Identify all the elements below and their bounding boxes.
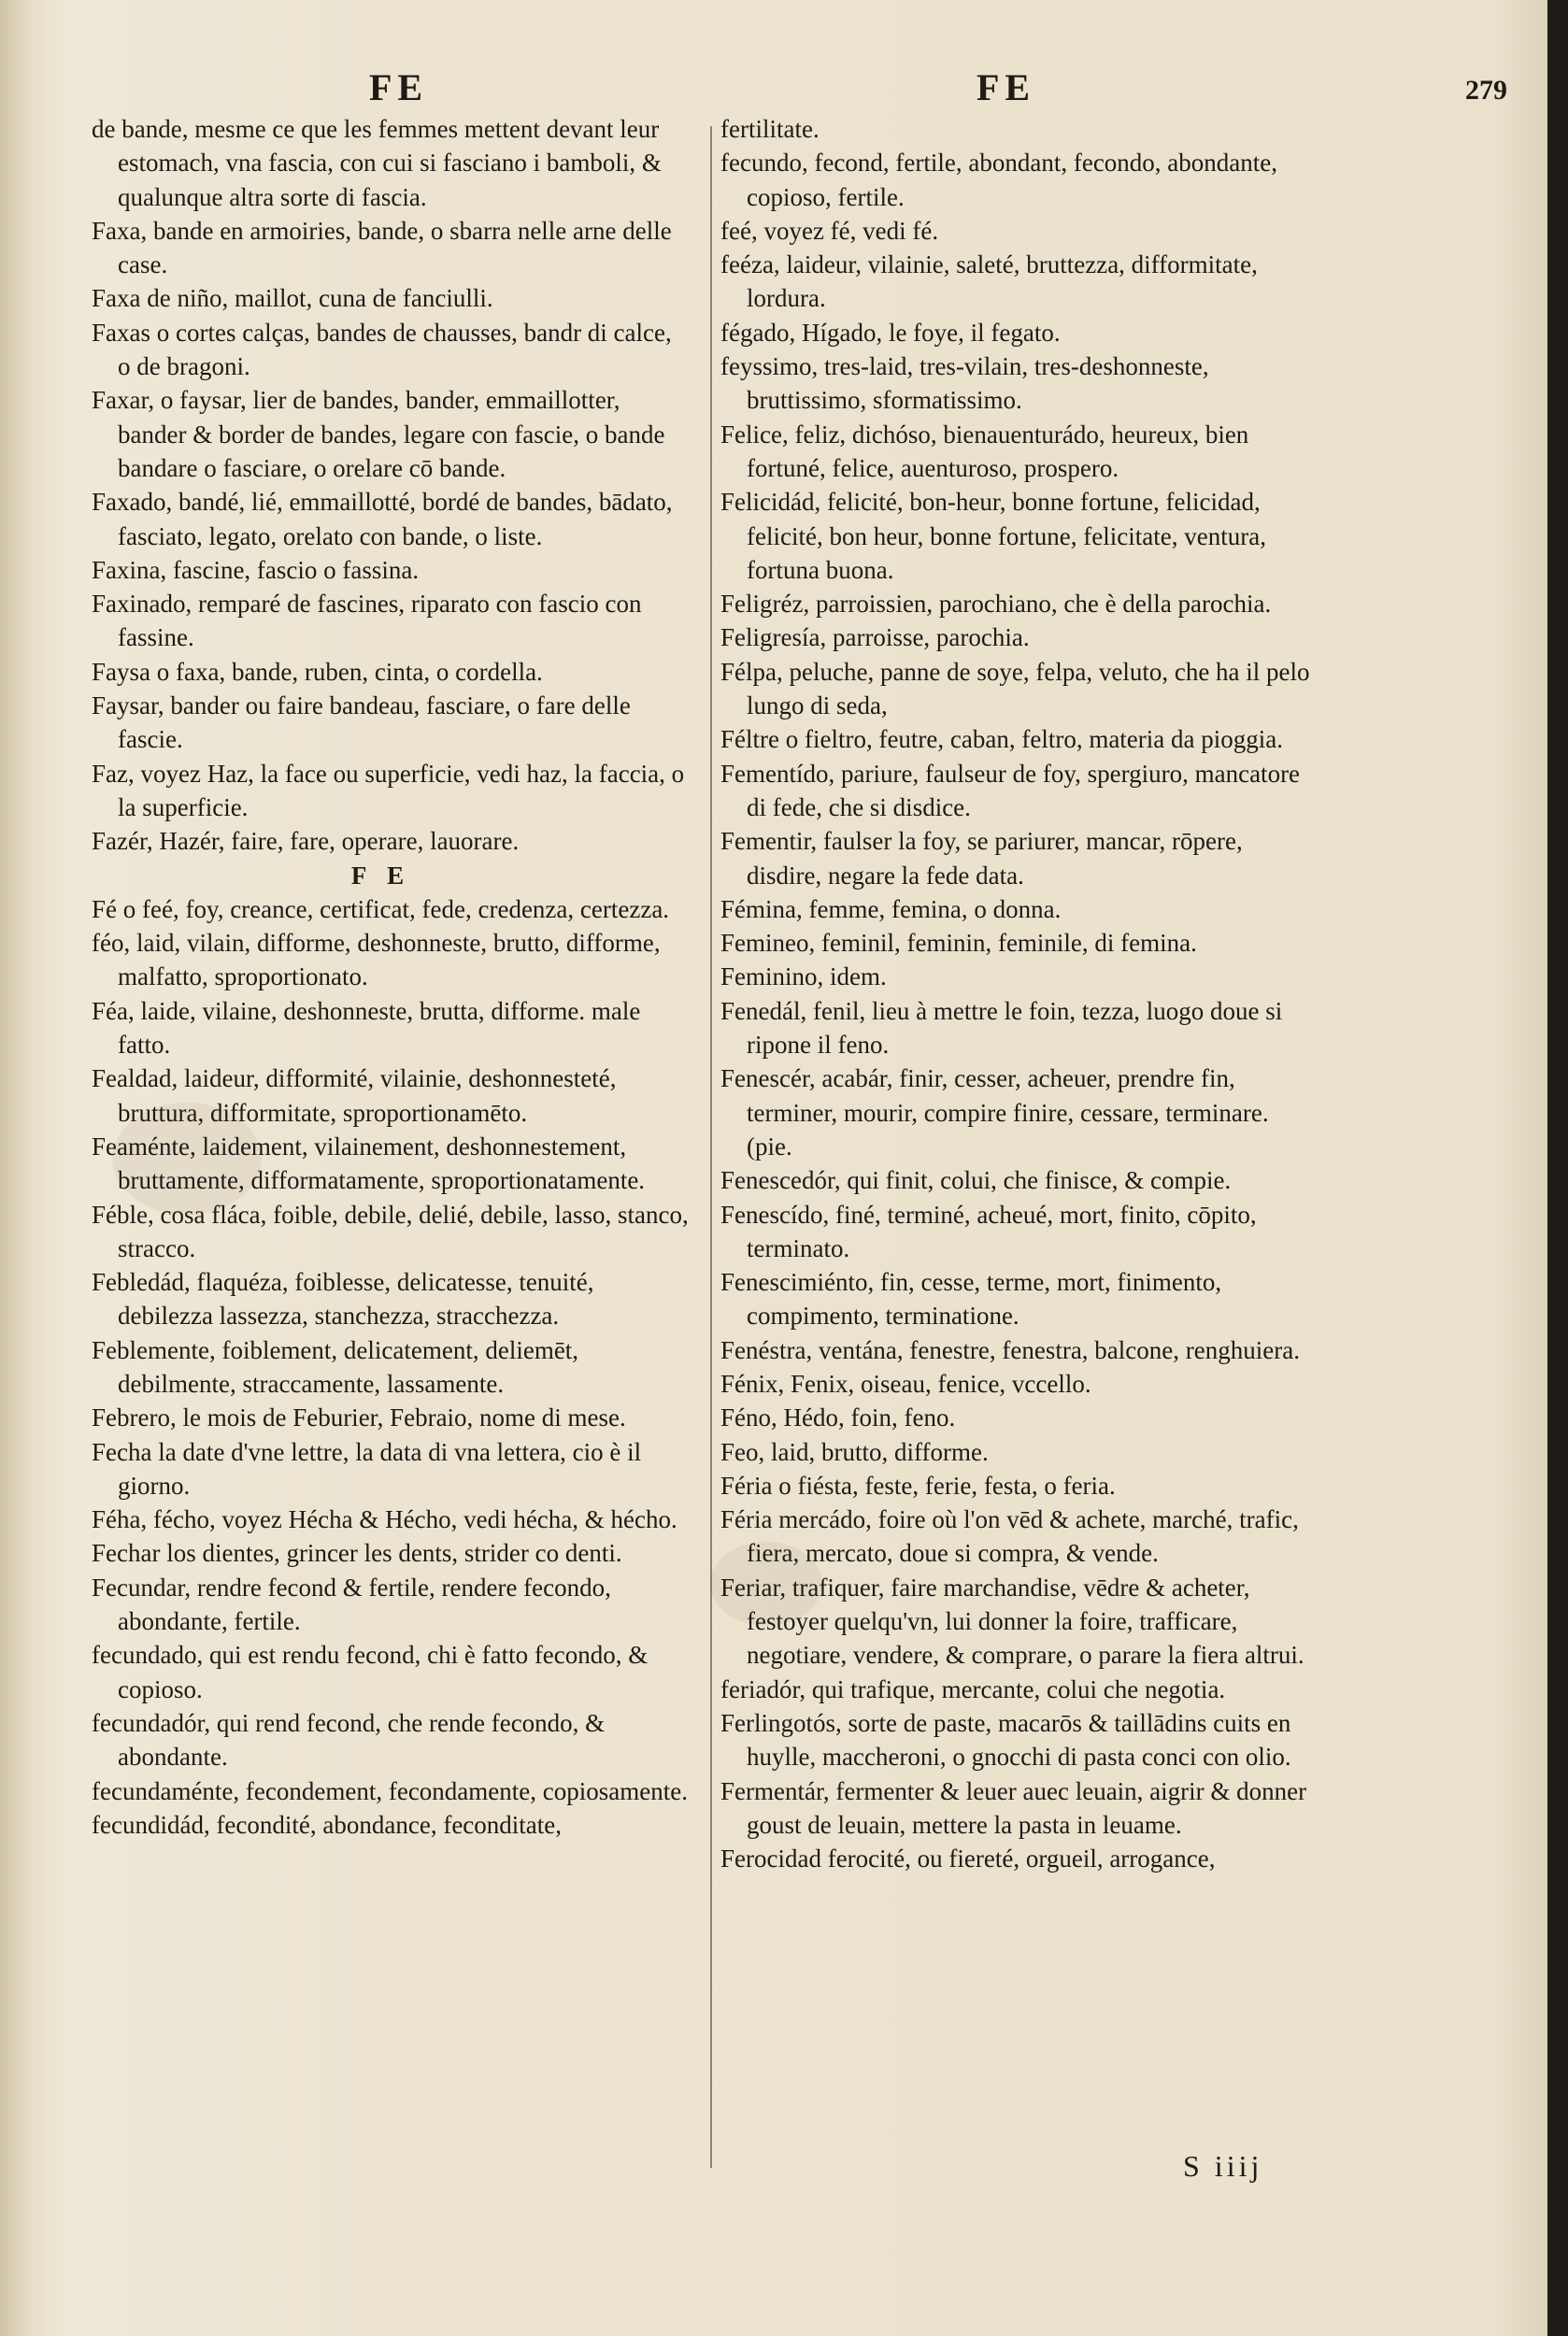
page-number: 279 [1465,75,1507,106]
dictionary-entry: Febledád, flaquéza, foiblesse, delicatesse, tenuité, debilezza lassezza, stanchezza, stracchezza. [92,1268,594,1331]
dictionary-entry: Feriar, trafiquer, faire marchandise, vēdre & acheter, festoyer quelqu'vn, lui donner la foire, trafficare, negotiare, vendere, & comprare, o parare la fiera altrui. [720,1573,1304,1670]
dictionary-entry: Fenescér, acabár, finir, cesser, acheuer, prendre fin, terminer, mourir, compire finire, cessare, terminare. (pie. [720,1064,1269,1161]
right-column [720,112,1319,1875]
dictionary-entry: feyssimo, tres-laid, tres-vilain, tres-deshonneste, bruttissimo, sformatissimo. [720,352,1209,415]
dictionary-entry: Feaménte, laidement, vilainement, deshonnestement, bruttamente, difformatamente, sproportionatamente. [92,1132,646,1195]
dictionary-entry: Feminino, idem. [720,962,887,991]
dictionary-entry: feriadór, qui trafique, mercante, colui che negotia. [720,1674,1226,1703]
dictionary-entry: Femineo, feminil, feminin, feminile, di femina. [720,929,1197,958]
header-left: FE [369,66,429,108]
dictionary-entry: fecundidád, fecondité, abondance, feconditate, [92,1810,563,1839]
dictionary-entry: de bande, mesme ce que les femmes mettent devant leur estomach, vna fascia, con cui si fasciano i bamboli, & qualunque altra sorte di fascia. [92,115,662,211]
dictionary-entry: Faxina, fascine, fascio o fassina. [92,555,420,584]
dictionary-entry: Fenéstra, ventána, fenestre, fenestra, balcone, renghuiera. [720,1335,1300,1364]
dictionary-entry: Fealdad, laideur, difformité, vilainie, deshonnesteté, bruttura, difformitate, sproportionamēto. [92,1064,617,1127]
dictionary-entry: Féria o fiésta, feste, ferie, festa, o feria. [720,1471,1116,1500]
dictionary-entry: Féha, fécho, voyez Hécha & Hécho, vedi hécha, & hécho. [92,1505,677,1534]
dictionary-entry: Fénix, Fenix, oiseau, fenice, vccello. [720,1369,1091,1398]
dictionary-entry: Faxado, bandé, lié, emmaillotté, bordé de bandes, bādato, fasciato, legato, orelato con bande, o liste. [92,488,673,550]
dictionary-entry: fecundadór, qui rend fecond, che rende fecondo, & abondante. [92,1708,606,1772]
dictionary-entry: Faxar, o faysar, lier de bandes, bander, emmaillotter, bander & border de bandes, legare con fascie, o bande bandare o fasciare, o orelare cō bande. [92,386,665,482]
dictionary-entry: Féltre o fieltro, feutre, caban, feltro, materia da pioggia. [720,725,1283,754]
dictionary-entry: Faxa, bande en armoiries, bande, o sbarra nelle arne delle case. [92,216,672,279]
dictionary-entry: Féble, cosa fláca, foible, debile, delié, debile, lasso, stanco, stracco. [92,1200,689,1262]
dictionary-entry: Ferlingotós, sorte de paste, macarōs & taillādins cuits en huylle, maccheroni, o gnocchi di pasta conci con olio. [720,1708,1291,1772]
dictionary-entry: Faxinado, remparé de fascines, riparato con fascio con fassine. [92,590,642,652]
dictionary-entry: Féa, laide, vilaine, deshonneste, brutta, difforme. male fatto. [92,996,641,1060]
dictionary-entry: Faxa de niño, maillot, cuna de fanciulli. [92,284,493,313]
dictionary-entry: Feligréz, parroissien, parochiano, che è della parochia. [720,590,1272,619]
dictionary-entry: Faxas o cortes calças, bandes de chausses, bandr di calce, o de bragoni. [92,318,672,381]
dictionary-entry: Feo, laid, brutto, difforme. [720,1437,989,1466]
dictionary-entry: Fementído, pariure, faulseur de foy, spergiuro, mancatore di fede, che si disdice. [720,759,1301,821]
dictionary-entry: Fémina, femme, femina, o donna. [720,894,1062,923]
dictionary-entry: fecundaménte, fecondement, fecondamente, copiosamente. [92,1776,688,1805]
dictionary-entry: Fenescedór, qui finit, colui, che finisce, & compie. [720,1166,1232,1195]
dictionary-entry: Féria mercádo, foire où l'on vēd & achete, marché, trafic, fiera, mercato, doue si compra, & vende. [720,1505,1299,1568]
column-divider [710,126,712,2168]
dictionary-entry: Fenescído, finé, terminé, acheué, mort, finito, cōpito, terminato. [720,1200,1257,1262]
dictionary-entry: Fé o feé, foy, creance, certificat, fede, credenza, certezza. [92,894,670,923]
dictionary-entry: Fechar los dientes, grincer les dents, strider co denti. [92,1539,622,1568]
right-entries [720,112,1319,1875]
dictionary-entry: Fazér, Hazér, faire, fare, operare, lauorare. [92,827,520,856]
dictionary-entry: fégado, Hígado, le foye, il fegato. [720,318,1061,347]
header-right: FE [976,66,1036,108]
dictionary-entry: Ferocidad ferocité, ou fiereté, orgueil, arrogance, [720,1845,1216,1873]
dictionary-entry: Faysa o faxa, bande, ruben, cinta, o cordella. [92,657,543,686]
dictionary-entry: féo, laid, vilain, difforme, deshonneste, brutto, difforme, malfatto, sproportionato. [92,929,661,991]
dictionary-entry: Féno, Hédo, foin, feno. [720,1403,956,1432]
dictionary-entry: Faysar, bander ou faire bandeau, fasciare, o fare delle fascie. [92,691,631,754]
dictionary-entry: fertilitate. [720,115,820,143]
dictionary-entry: feéza, laideur, vilainie, saleté, bruttezza, difformitate, lordura. [720,250,1258,313]
dictionary-entry: Fenedál, fenil, lieu à mettre le foin, tezza, luogo doue si ripone il feno. [720,996,1283,1060]
dictionary-entry: Fermentár, fermenter & leuer auec leuain, aigrir & donner goust de leuain, mettere la pasta in leuame. [720,1776,1307,1839]
dictionary-entry: Feblemente, foiblement, delicatement, deliemēt, debilmente, straccamente, lassamente. [92,1335,579,1398]
dictionary-entry: fecundo, fecond, fertile, abondant, fecondo, abondante, copioso, fertile. [720,149,1278,211]
dictionary-entry: Felicidád, felicité, bon-heur, bonne fortune, felicidad, felicité, bon heur, bonne fortune, felicitate, ventura, fortuna buona. [720,488,1266,584]
dictionary-entry: Fecundar, rendre fecond & fertile, rendere fecondo, abondante, fertile. [92,1573,611,1636]
dictionary-entry: Félpa, peluche, panne de soye, felpa, veluto, che ha il pelo lungo di seda, [720,657,1310,720]
dictionary-entry: Fenescimiénto, fin, cesse, terme, mort, finimento, compimento, terminatione. [720,1268,1222,1331]
dictionary-entry: Feligresía, parroisse, parochia. [720,623,1030,652]
left-column [92,112,690,1842]
dictionary-entry: Fecha la date d'vne lettre, la data di vna lettera, cio è il giorno. [92,1437,642,1500]
dictionary-entry: feé, voyez fé, vedi fé. [720,216,939,245]
dictionary-entry: fecundado, qui est rendu fecond, chi è fatto fecondo, & copioso. [92,1641,649,1703]
dictionary-entry: Felice, feliz, dichóso, bienauenturádo, heureux, bien fortuné, felice, auenturoso, prospero. [720,420,1249,482]
dictionary-entry: Fementir, faulser la foy, se pariurer, mancar, rōpere, disdire, negare la fede data. [720,827,1243,890]
section-heading: F E [350,861,412,890]
signature-mark: S iiij [1183,2149,1263,2183]
dictionary-entry: Febrero, le mois de Feburier, Febraio, nome di mese. [92,1403,626,1432]
dictionary-entry: Faz, voyez Haz, la face ou superficie, vedi haz, la faccia, o la superficie. [92,759,685,821]
left-entries-after [92,892,690,1842]
left-entries [92,112,690,859]
